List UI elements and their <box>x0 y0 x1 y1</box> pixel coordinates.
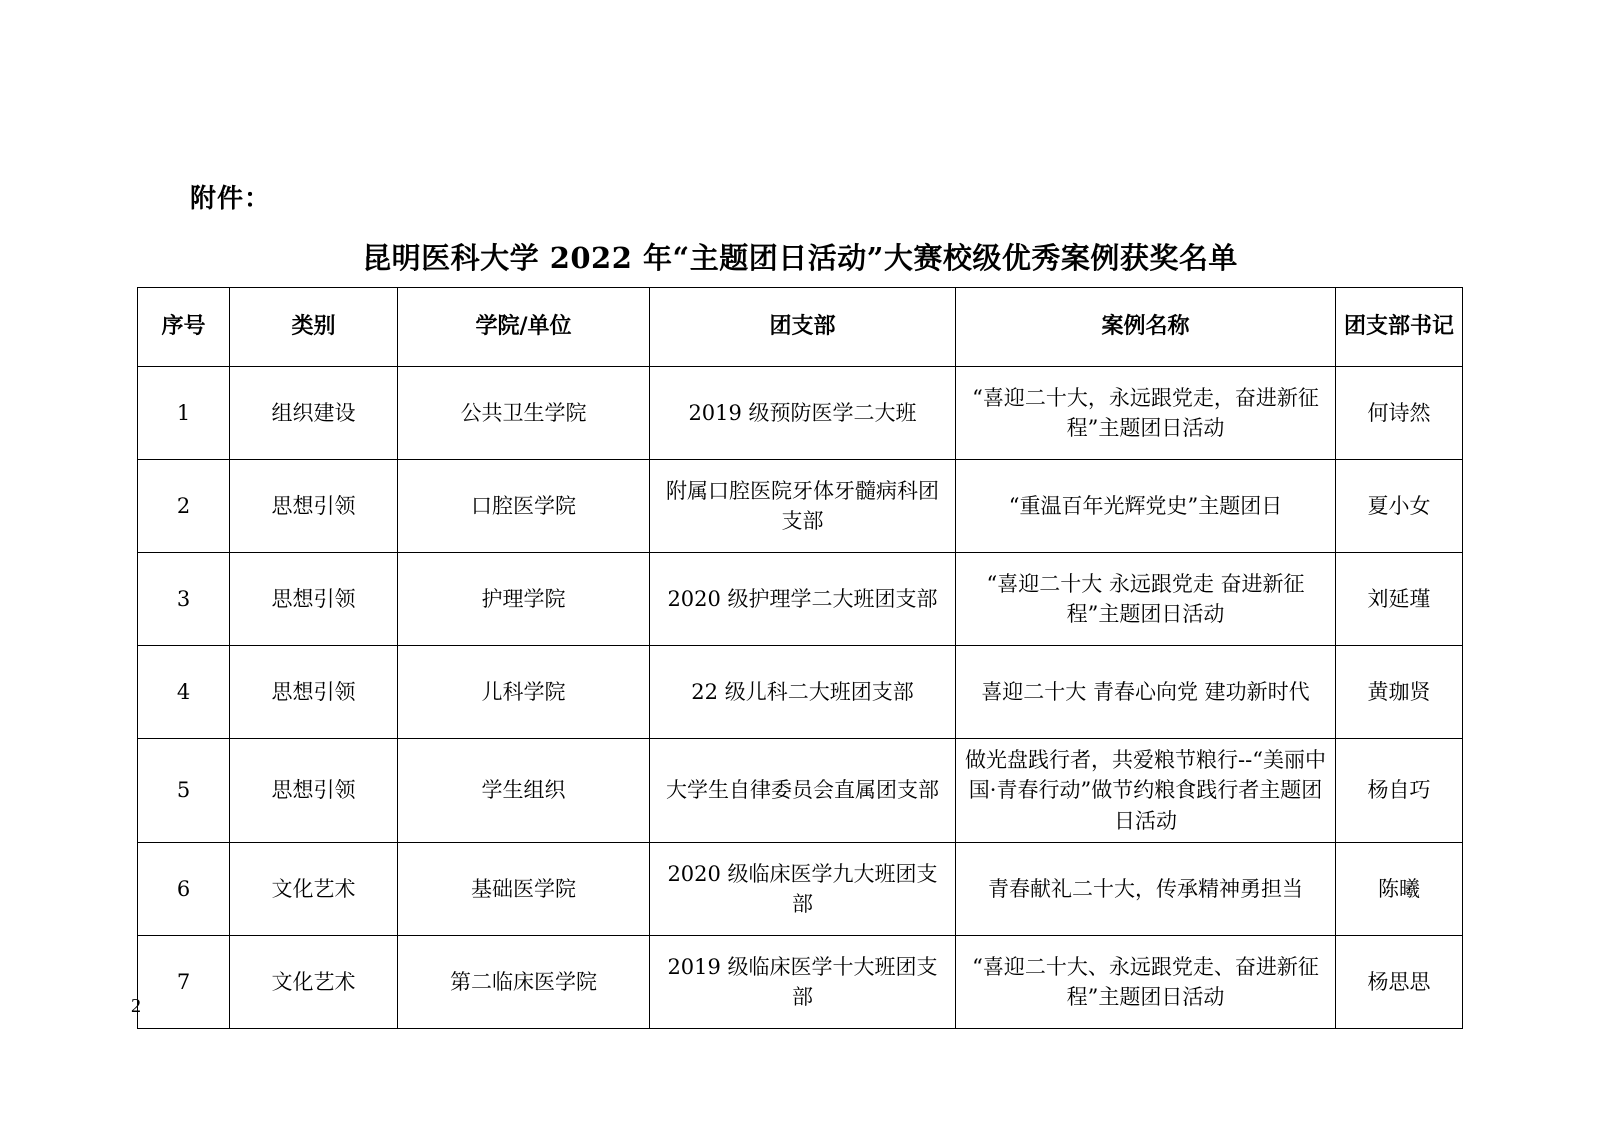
cell-category: 思想引领 <box>230 739 398 843</box>
column-header-case: 案例名称 <box>956 288 1336 367</box>
cell-secretary: 杨自巧 <box>1336 739 1463 843</box>
cell-case: “喜迎二十大、永远跟党走、奋进新征程”主题团日活动 <box>956 936 1336 1029</box>
cell-college: 护理学院 <box>398 553 650 646</box>
cell-college: 基础医学院 <box>398 843 650 936</box>
cell-category: 文化艺术 <box>230 843 398 936</box>
cell-secretary: 陈曦 <box>1336 843 1463 936</box>
table-row <box>138 553 1463 646</box>
cell-secretary: 夏小女 <box>1336 460 1463 553</box>
cell-secretary: 黄珈贤 <box>1336 646 1463 739</box>
table-header-row <box>138 288 1463 367</box>
column-header-no: 序号 <box>138 288 230 367</box>
cell-college: 第二临床医学院 <box>398 936 650 1029</box>
cell-no: 5 <box>138 739 230 843</box>
cell-branch: 2019 级预防医学二大班 <box>650 367 956 460</box>
cell-case: “喜迎二十大 永远跟党走 奋进新征程”主题团日活动 <box>956 553 1336 646</box>
column-header-category: 类别 <box>230 288 398 367</box>
cell-category: 思想引领 <box>230 553 398 646</box>
cell-case: 做光盘践行者，共爱粮节粮行--“美丽中国·青春行动”做节约粮食践行者主题团日活动 <box>956 739 1336 843</box>
cell-branch: 大学生自律委员会直属团支部 <box>650 739 956 843</box>
cell-category: 文化艺术 <box>230 936 398 1029</box>
cell-no: 4 <box>138 646 230 739</box>
cell-case: “喜迎二十大，永远跟党走，奋进新征程”主题团日活动 <box>956 367 1336 460</box>
table-row <box>138 646 1463 739</box>
attachment-label: 附件： <box>190 184 272 214</box>
cell-secretary: 刘延瑾 <box>1336 553 1463 646</box>
column-header-branch: 团支部 <box>650 288 956 367</box>
cell-no: 6 <box>138 843 230 936</box>
cell-case: 喜迎二十大 青春心向党 建功新时代 <box>956 646 1336 739</box>
cell-category: 思想引领 <box>230 646 398 739</box>
table-row <box>138 936 1463 1029</box>
page-title: 昆明医科大学 2022 年“主题团日活动”大赛校级优秀案例获奖名单 <box>362 241 1238 275</box>
cell-college: 学生组织 <box>398 739 650 843</box>
cell-no: 3 <box>138 553 230 646</box>
cell-branch: 2019 级临床医学十大班团支部 <box>650 936 956 1029</box>
table-row <box>138 843 1463 936</box>
cell-branch: 附属口腔医院牙体牙髓病科团支部 <box>650 460 956 553</box>
cell-college: 公共卫生学院 <box>398 367 650 460</box>
table-row <box>138 367 1463 460</box>
table-row <box>138 739 1463 843</box>
cell-branch: 22 级儿科二大班团支部 <box>650 646 956 739</box>
cell-case: “重温百年光辉党史”主题团日 <box>956 460 1336 553</box>
column-header-college: 学院/单位 <box>398 288 650 367</box>
award-list-table <box>137 287 1463 1029</box>
cell-no: 2 <box>138 460 230 553</box>
cell-case: 青春献礼二十大，传承精神勇担当 <box>956 843 1336 936</box>
cell-branch: 2020 级临床医学九大班团支部 <box>650 843 956 936</box>
cell-college: 口腔医学院 <box>398 460 650 553</box>
cell-no: 7 <box>138 936 230 1029</box>
cell-category: 组织建设 <box>230 367 398 460</box>
page-number: 2 <box>131 995 141 1017</box>
cell-branch: 2020 级护理学二大班团支部 <box>650 553 956 646</box>
cell-no: 1 <box>138 367 230 460</box>
cell-secretary: 何诗然 <box>1336 367 1463 460</box>
cell-category: 思想引领 <box>230 460 398 553</box>
cell-college: 儿科学院 <box>398 646 650 739</box>
column-header-secretary: 团支部书记 <box>1336 288 1463 367</box>
cell-secretary: 杨思思 <box>1336 936 1463 1029</box>
table-row <box>138 460 1463 553</box>
